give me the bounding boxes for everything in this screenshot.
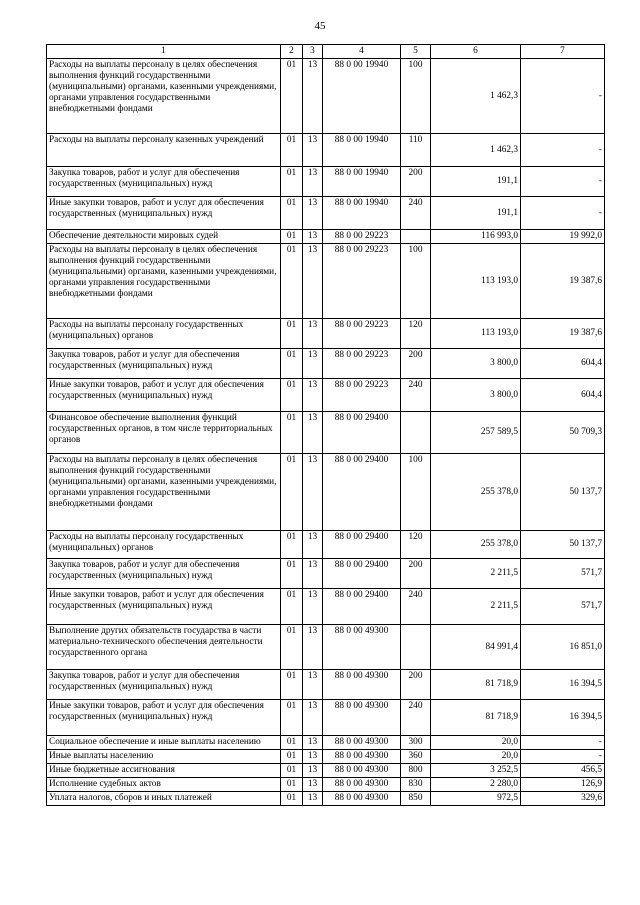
row-amount-col7: 50 137,7 [521, 531, 605, 559]
row-amount-col7: 571,7 [521, 559, 605, 589]
header-col-1: 1 [47, 45, 281, 59]
row-target-article: 88 0 00 49300 [323, 625, 401, 670]
table-row [47, 625, 605, 670]
row-name: Обеспечение деятельности мировых судей [47, 230, 281, 244]
row-section: 01 [281, 59, 303, 134]
row-name: Расходы на выплаты персоналу государственных (муниципальных) органов [47, 531, 281, 559]
table-row [47, 778, 605, 792]
row-amount-col7: 16 851,0 [521, 625, 605, 670]
row-name: Финансовое обеспечение выполнения функций государственных органов, в том числе территориальных органов [47, 412, 281, 454]
row-subsection: 13 [303, 589, 323, 625]
row-subsection: 13 [303, 764, 323, 778]
row-section: 01 [281, 531, 303, 559]
row-target-article: 88 0 00 49300 [323, 778, 401, 792]
row-amount-col6: 2 211,5 [431, 559, 521, 589]
row-target-article: 88 0 00 29400 [323, 454, 401, 531]
row-expense-type: 240 [401, 197, 431, 230]
row-section: 01 [281, 625, 303, 670]
row-amount-col6: 20,0 [431, 750, 521, 764]
row-subsection: 13 [303, 319, 323, 349]
row-amount-col7: 50 137,7 [521, 454, 605, 531]
row-amount-col7: 19 992,0 [521, 230, 605, 244]
row-subsection: 13 [303, 625, 323, 670]
row-subsection: 13 [303, 197, 323, 230]
row-subsection: 13 [303, 412, 323, 454]
row-target-article: 88 0 00 29223 [323, 379, 401, 412]
row-amount-col6: 113 193,0 [431, 244, 521, 319]
row-expense-type: 850 [401, 792, 431, 806]
table-row [47, 412, 605, 454]
row-amount-col7: 571,7 [521, 589, 605, 625]
row-name: Иные закупки товаров, работ и услуг для обеспечения государственных (муниципальных) нужд [47, 700, 281, 736]
row-target-article: 88 0 00 29223 [323, 319, 401, 349]
row-amount-col6: 3 800,0 [431, 379, 521, 412]
row-amount-col7: 604,4 [521, 349, 605, 379]
row-amount-col6: 191,1 [431, 167, 521, 197]
row-subsection: 13 [303, 167, 323, 197]
table-row [47, 700, 605, 736]
row-subsection: 13 [303, 349, 323, 379]
row-amount-col6: 2 211,5 [431, 589, 521, 625]
row-name: Расходы на выплаты персоналу государственных (муниципальных) органов [47, 319, 281, 349]
row-target-article: 88 0 00 29400 [323, 559, 401, 589]
row-amount-col7: 126,9 [521, 778, 605, 792]
row-expense-type: 300 [401, 736, 431, 750]
row-subsection: 13 [303, 736, 323, 750]
row-expense-type: 240 [401, 589, 431, 625]
row-target-article: 88 0 00 19940 [323, 59, 401, 134]
row-section: 01 [281, 412, 303, 454]
table-row [47, 230, 605, 244]
row-expense-type: 100 [401, 59, 431, 134]
row-section: 01 [281, 559, 303, 589]
row-expense-type [401, 625, 431, 670]
row-target-article: 88 0 00 19940 [323, 167, 401, 197]
row-amount-col6: 255 378,0 [431, 531, 521, 559]
table-row [47, 134, 605, 167]
row-target-article: 88 0 00 29223 [323, 230, 401, 244]
row-amount-col7: - [521, 134, 605, 167]
row-amount-col6: 81 718,9 [431, 670, 521, 700]
row-subsection: 13 [303, 750, 323, 764]
table-row [47, 736, 605, 750]
budget-table [46, 44, 605, 806]
row-expense-type: 200 [401, 349, 431, 379]
row-section: 01 [281, 319, 303, 349]
row-amount-col6: 972,5 [431, 792, 521, 806]
row-name: Иные выплаты населению [47, 750, 281, 764]
row-amount-col6: 1 462,3 [431, 134, 521, 167]
row-subsection: 13 [303, 670, 323, 700]
row-amount-col7: - [521, 167, 605, 197]
table-row [47, 379, 605, 412]
row-section: 01 [281, 750, 303, 764]
row-expense-type: 800 [401, 764, 431, 778]
row-name: Расходы на выплаты персоналу в целях обеспечения выполнения функций государственными (муниципальными) органами, казенными учреждениями, органами управления государственными внебюджетными фондами [47, 454, 281, 531]
row-target-article: 88 0 00 49300 [323, 736, 401, 750]
row-name: Закупка товаров, работ и услуг для обеспечения государственных (муниципальных) нужд [47, 167, 281, 197]
row-subsection: 13 [303, 379, 323, 412]
row-name: Закупка товаров, работ и услуг для обеспечения государственных (муниципальных) нужд [47, 559, 281, 589]
row-target-article: 88 0 00 29223 [323, 349, 401, 379]
header-row [47, 45, 605, 59]
row-section: 01 [281, 700, 303, 736]
row-section: 01 [281, 454, 303, 531]
row-name: Расходы на выплаты персоналу в целях обеспечения выполнения функций государственными (муниципальными) органами, казенными учреждениями, органами управления государственными внебюджетными фондами [47, 244, 281, 319]
row-section: 01 [281, 244, 303, 319]
table-row [47, 349, 605, 379]
row-target-article: 88 0 00 29223 [323, 244, 401, 319]
row-amount-col7: - [521, 750, 605, 764]
row-name: Расходы на выплаты персоналу в целях обеспечения выполнения функций государственными (муниципальными) органами, казенными учреждениями, органами управления государственными внебюджетными фондами [47, 59, 281, 134]
row-expense-type: 100 [401, 454, 431, 531]
table-row [47, 750, 605, 764]
row-name: Уплата налогов, сборов и иных платежей [47, 792, 281, 806]
row-amount-col6: 255 378,0 [431, 454, 521, 531]
row-name: Иные бюджетные ассигнования [47, 764, 281, 778]
row-subsection: 13 [303, 454, 323, 531]
row-amount-col6: 81 718,9 [431, 700, 521, 736]
table-row [47, 244, 605, 319]
page-number: 45 [314, 20, 326, 32]
row-amount-col6: 1 462,3 [431, 59, 521, 134]
header-col-6: 6 [431, 45, 521, 59]
row-name: Выполнение других обязательств государства в части материально-технического обеспечения деятельности государственного органа [47, 625, 281, 670]
row-expense-type: 200 [401, 670, 431, 700]
row-amount-col7: 50 709,3 [521, 412, 605, 454]
row-subsection: 13 [303, 531, 323, 559]
row-subsection: 13 [303, 134, 323, 167]
row-target-article: 88 0 00 29400 [323, 589, 401, 625]
row-expense-type: 110 [401, 134, 431, 167]
row-amount-col7: - [521, 59, 605, 134]
table-row [47, 589, 605, 625]
header-col-3: 3 [303, 45, 323, 59]
row-section: 01 [281, 167, 303, 197]
table-row [47, 197, 605, 230]
row-section: 01 [281, 792, 303, 806]
row-target-article: 88 0 00 49300 [323, 764, 401, 778]
header-col-2: 2 [281, 45, 303, 59]
row-amount-col7: 19 387,6 [521, 244, 605, 319]
row-amount-col6: 3 252,5 [431, 764, 521, 778]
row-subsection: 13 [303, 59, 323, 134]
row-expense-type: 120 [401, 319, 431, 349]
row-target-article: 88 0 00 29400 [323, 412, 401, 454]
row-section: 01 [281, 197, 303, 230]
row-expense-type: 200 [401, 167, 431, 197]
row-section: 01 [281, 764, 303, 778]
header-col-7: 7 [521, 45, 605, 59]
table-row [47, 59, 605, 134]
row-amount-col7: - [521, 197, 605, 230]
row-expense-type: 240 [401, 700, 431, 736]
row-expense-type: 360 [401, 750, 431, 764]
table-row [47, 167, 605, 197]
row-section: 01 [281, 379, 303, 412]
header-col-5: 5 [401, 45, 431, 59]
row-amount-col7: 329,6 [521, 792, 605, 806]
row-amount-col7: 456,5 [521, 764, 605, 778]
row-target-article: 88 0 00 49300 [323, 700, 401, 736]
row-amount-col7: - [521, 736, 605, 750]
row-name: Иные закупки товаров, работ и услуг для обеспечения государственных (муниципальных) нужд [47, 379, 281, 412]
row-name: Социальное обеспечение и иные выплаты населению [47, 736, 281, 750]
row-subsection: 13 [303, 244, 323, 319]
row-amount-col7: 16 394,5 [521, 670, 605, 700]
row-amount-col6: 113 193,0 [431, 319, 521, 349]
row-expense-type: 200 [401, 559, 431, 589]
row-subsection: 13 [303, 778, 323, 792]
row-target-article: 88 0 00 19940 [323, 197, 401, 230]
table-row [47, 670, 605, 700]
row-subsection: 13 [303, 792, 323, 806]
row-amount-col6: 257 589,5 [431, 412, 521, 454]
row-subsection: 13 [303, 700, 323, 736]
row-amount-col6: 116 993,0 [431, 230, 521, 244]
row-expense-type: 120 [401, 531, 431, 559]
header-col-4: 4 [323, 45, 401, 59]
row-name: Иные закупки товаров, работ и услуг для обеспечения государственных (муниципальных) нужд [47, 589, 281, 625]
row-section: 01 [281, 778, 303, 792]
row-name: Исполнение судебных актов [47, 778, 281, 792]
table-row [47, 764, 605, 778]
row-amount-col6: 84 991,4 [431, 625, 521, 670]
row-expense-type [401, 230, 431, 244]
row-amount-col7: 19 387,6 [521, 319, 605, 349]
row-amount-col6: 191,1 [431, 197, 521, 230]
row-amount-col6: 2 280,0 [431, 778, 521, 792]
row-section: 01 [281, 230, 303, 244]
table-row [47, 454, 605, 531]
row-target-article: 88 0 00 49300 [323, 750, 401, 764]
row-name: Расходы на выплаты персоналу казенных учреждений [47, 134, 281, 167]
row-amount-col7: 604,4 [521, 379, 605, 412]
row-name: Иные закупки товаров, работ и услуг для обеспечения государственных (муниципальных) нужд [47, 197, 281, 230]
row-name: Закупка товаров, работ и услуг для обеспечения государственных (муниципальных) нужд [47, 670, 281, 700]
table-row [47, 792, 605, 806]
row-subsection: 13 [303, 559, 323, 589]
table-row [47, 559, 605, 589]
row-expense-type [401, 412, 431, 454]
row-target-article: 88 0 00 19940 [323, 134, 401, 167]
row-name: Закупка товаров, работ и услуг для обеспечения государственных (муниципальных) нужд [47, 349, 281, 379]
row-expense-type: 240 [401, 379, 431, 412]
row-amount-col6: 3 800,0 [431, 349, 521, 379]
table-row [47, 319, 605, 349]
row-target-article: 88 0 00 49300 [323, 670, 401, 700]
row-expense-type: 830 [401, 778, 431, 792]
table-header [47, 45, 605, 59]
row-section: 01 [281, 134, 303, 167]
table-row [47, 531, 605, 559]
row-section: 01 [281, 589, 303, 625]
table-body [47, 59, 605, 806]
row-amount-col7: 16 394,5 [521, 700, 605, 736]
row-amount-col6: 20,0 [431, 736, 521, 750]
row-section: 01 [281, 670, 303, 700]
row-target-article: 88 0 00 29400 [323, 531, 401, 559]
row-expense-type: 100 [401, 244, 431, 319]
row-section: 01 [281, 349, 303, 379]
row-section: 01 [281, 736, 303, 750]
row-subsection: 13 [303, 230, 323, 244]
row-target-article: 88 0 00 49300 [323, 792, 401, 806]
